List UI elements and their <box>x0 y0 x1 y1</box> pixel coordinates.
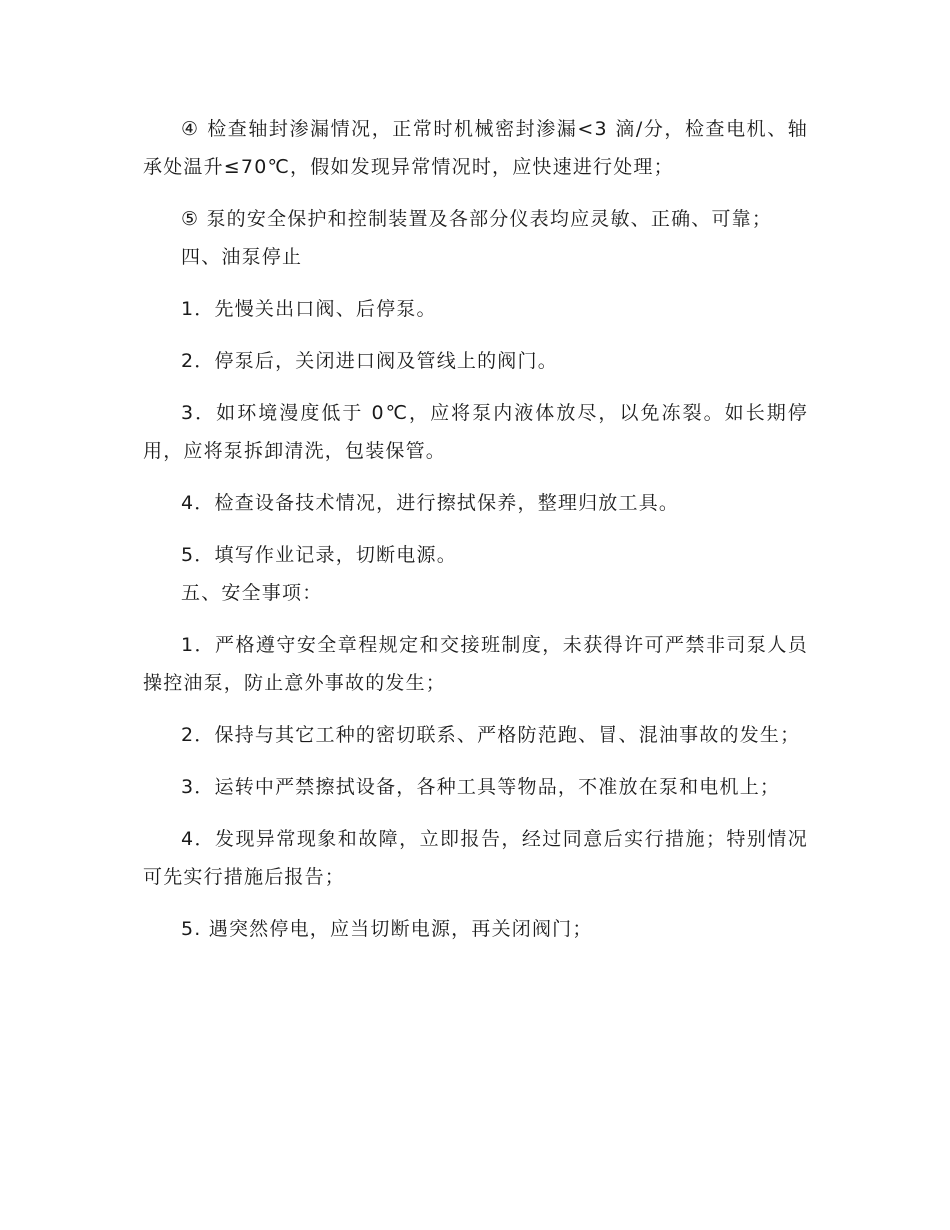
paragraph-safety-5: 5. 遇突然停电，应当切断电源，再关闭阀门； <box>181 918 593 940</box>
section-heading-pump-stop: 四、油泵停止 <box>181 246 303 268</box>
paragraph-shaft-seal-check: ④ 检查轴封渗漏情况，正常时机械密封渗漏<3 滴/分，检查电机、轴承处温升≤70℃，假如发现异常情况时，应快速进行处理； <box>143 118 808 178</box>
paragraph-stop-step-2: 2．停泵后，关闭进口阀及管线上的阀门。 <box>181 350 558 372</box>
paragraph-stop-step-5: 5．填写作业记录，切断电源。 <box>181 544 457 566</box>
section-heading-safety: 五、安全事项： <box>181 582 323 604</box>
document-body <box>143 110 808 948</box>
paragraph-safety-2: 2．保持与其它工种的密切联系、严格防范跑、冒、混油事故的发生； <box>181 724 801 746</box>
paragraph-safety-devices: ⑤ 泵的安全保护和控制装置及各部分仪表均应灵敏、正确、可靠； <box>181 208 773 230</box>
paragraph-stop-step-4: 4．检查设备技术情况，进行擦拭保养，整理归放工具。 <box>181 492 680 514</box>
paragraph-safety-3: 3．运转中严禁擦拭设备，各种工具等物品，不准放在泵和电机上； <box>181 776 781 798</box>
paragraph-safety-4: 4．发现异常现象和故障，立即报告，经过同意后实行措施；特别情况可先实行措施后报告； <box>143 828 808 888</box>
paragraph-safety-1: 1．严格遵守安全章程规定和交接班制度，未获得许可严禁非司泵人员操控油泵，防止意外事故的发生； <box>143 634 808 694</box>
paragraph-stop-step-1: 1．先慢关出口阀、后停泵。 <box>181 298 437 320</box>
paragraph-stop-step-3: 3．如环境漫度低于 0℃，应将泵内液体放尽，以免冻裂。如长期停用，应将泵拆卸清洗，包装保管。 <box>143 402 808 462</box>
